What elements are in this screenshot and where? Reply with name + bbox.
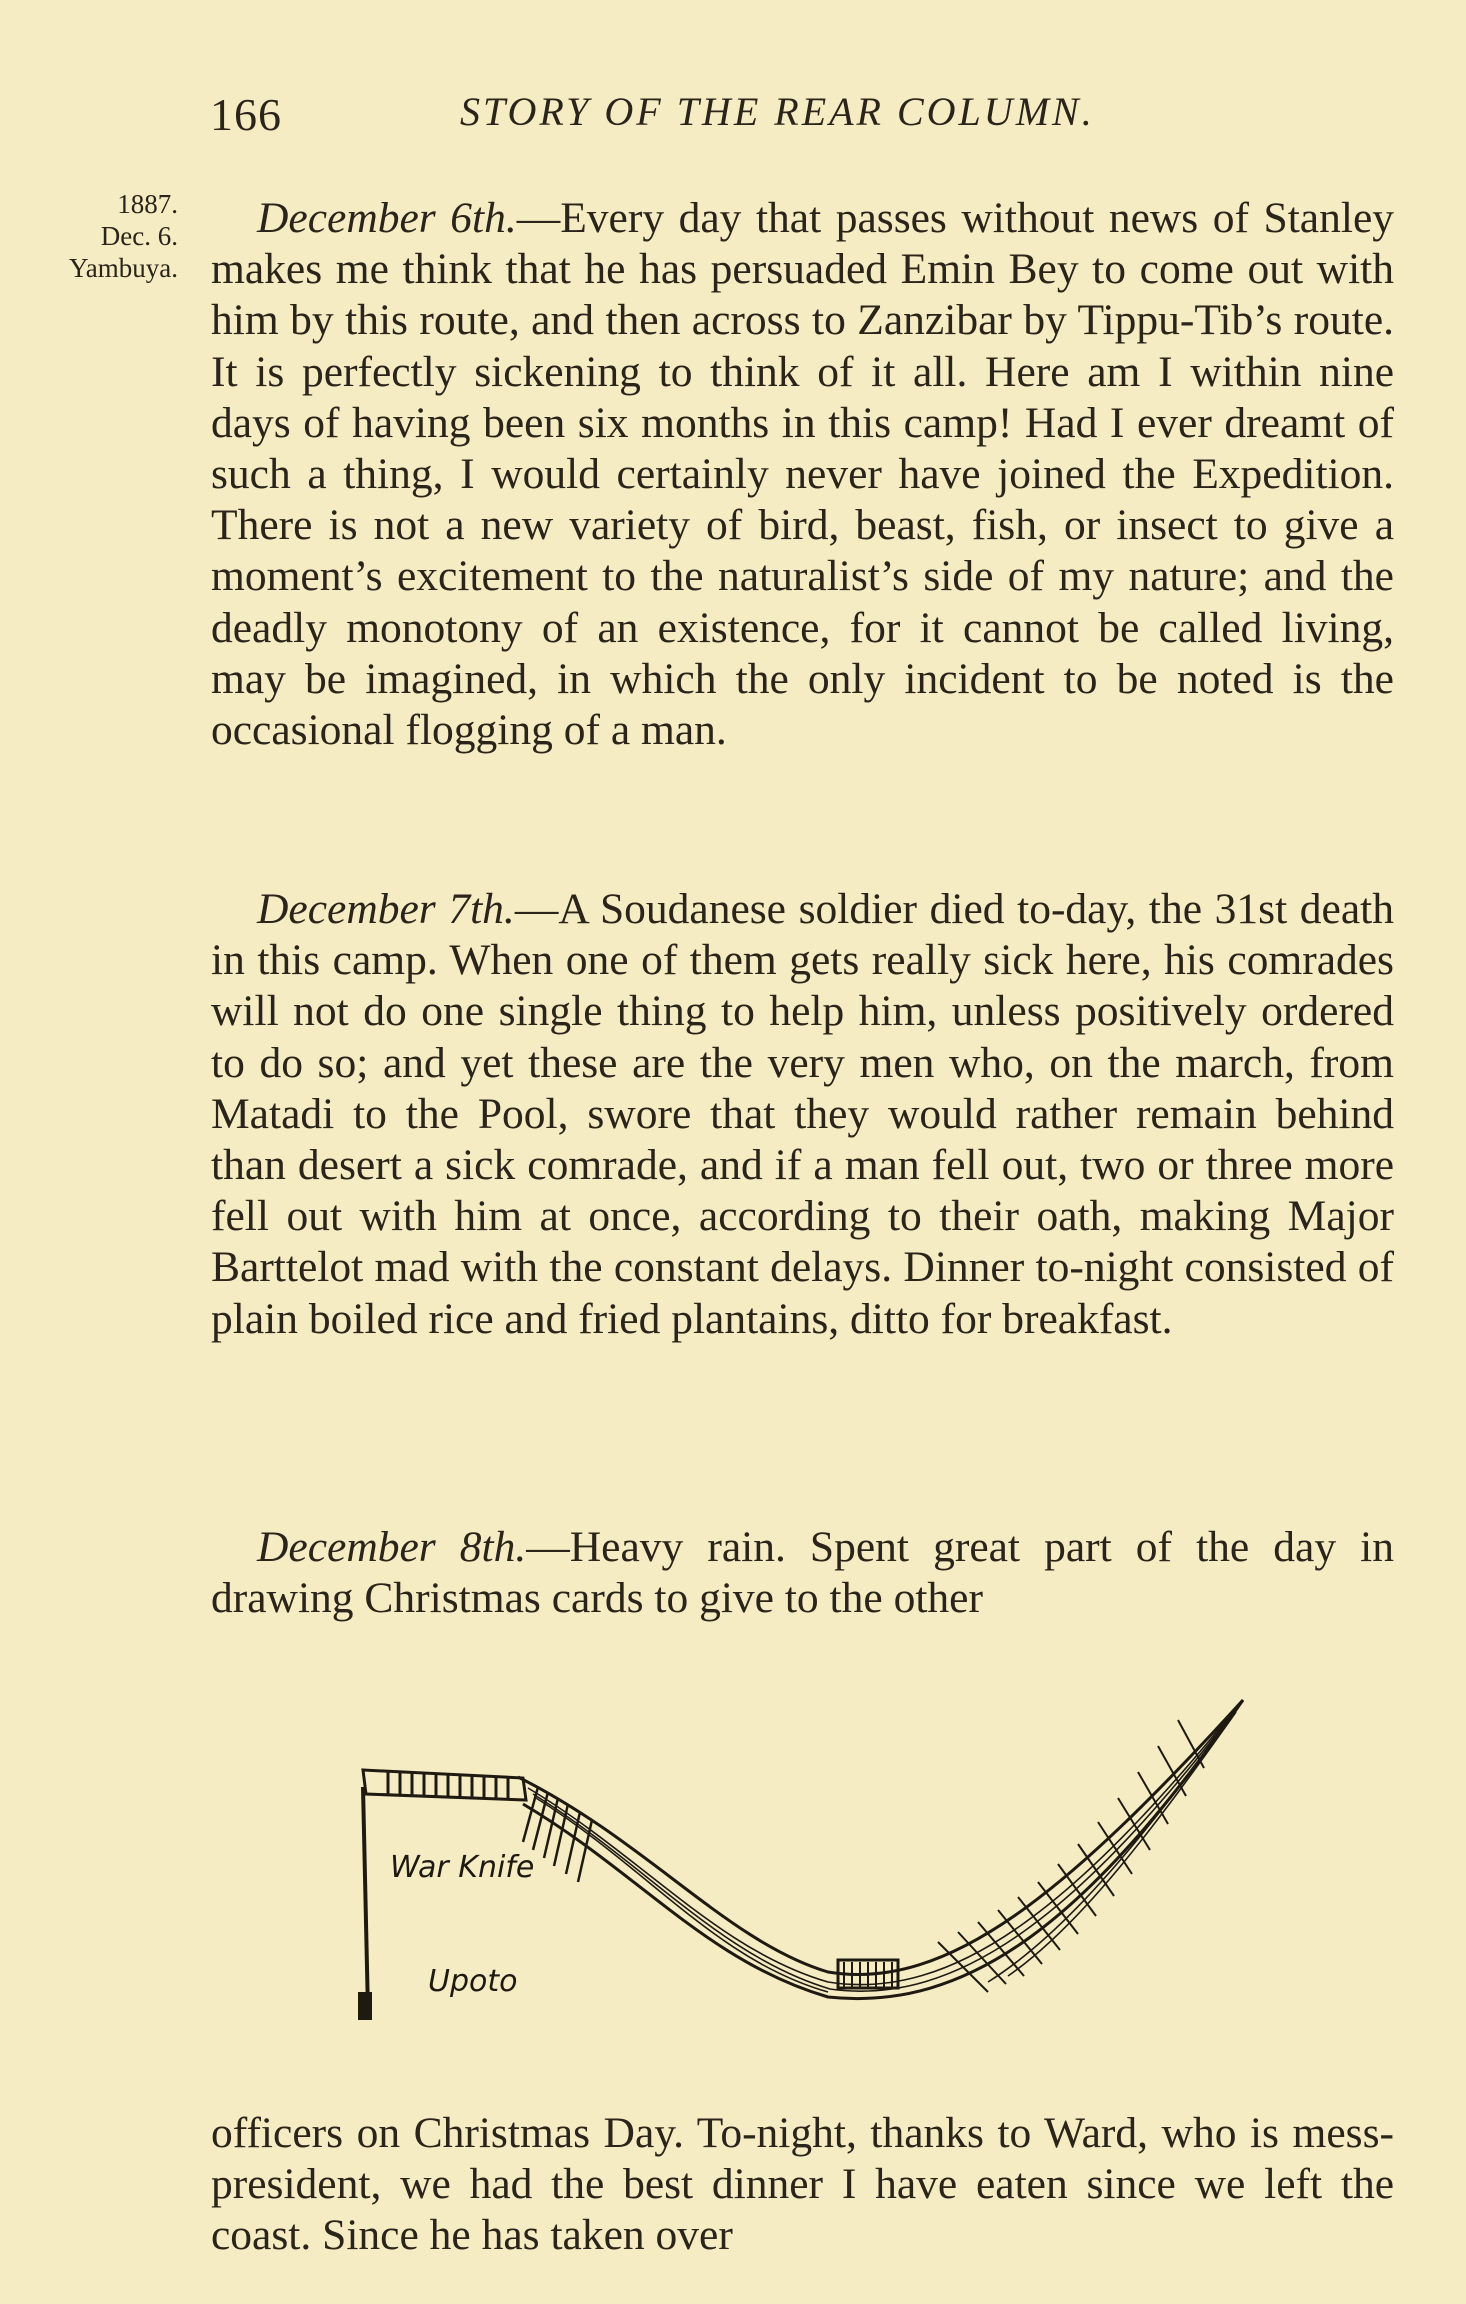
margin-place: Yambuya.	[68, 253, 178, 283]
entry-date: December 7th.	[257, 885, 515, 933]
running-title: STORY OF THE REAR COLUMN.	[460, 89, 1095, 134]
war-knife-illustration	[348, 1692, 1248, 2022]
entry-december-6	[211, 193, 1394, 756]
margin-date: Dec. 6.	[100, 221, 178, 251]
entry-date: December 6th.	[257, 194, 517, 242]
margin-note	[18, 188, 178, 284]
paragraph	[211, 1522, 1394, 1624]
paragraph	[211, 884, 1394, 1345]
continuation-text	[211, 2108, 1394, 2262]
page-header	[210, 88, 1390, 148]
entry-text: —A Soudanese soldier died to-day, the 31st death in this camp. When one of them gets really sick here, his comrades will not do one single thing to help him, unless positively ordered to do so; and yet these are the very men who, on the march, from Matadi to the Pool, swore that they would rather remain behind than desert a sick comrade, and if a man fell out, two or three more fell out with him at once, according to their oath, making Major Barttelot mad with the constant delays. Dinner to-night consisted of plain boiled rice and fried plantains, ditto for breakfast.	[211, 885, 1394, 1343]
paragraph: officers on Christmas Day. To-night, thanks to Ward, who is mess-president, we had the best dinner I have eaten since we left the coast. Since he has taken over	[211, 2109, 1394, 2260]
entry-text: —Every day that passes without news of Stanley makes me think that he has persuaded Emin Bey to come out with him by this route, and then across to Zanzibar by Tippu-Tib’s route. It is perfectly sickening to think of it all. Here am I within nine days of having been six months in this camp! Had I ever dreamt of such a thing, I would certainly never have joined the Expedition. There is not a new variety of bird, beast, fish, or insect to give a moment’s excitement to the naturalist’s side of my nature; and the deadly monotony of an existence, for it cannot be called living, may be imagined, in which the only incident to be noted is the occasional flogging of a man.	[211, 194, 1394, 755]
illustration-label-knife: War Knife	[390, 1850, 535, 1885]
entry-december-8	[211, 1522, 1394, 1624]
paragraph	[211, 193, 1394, 756]
page-number: 166	[210, 89, 282, 140]
margin-year: 1887.	[117, 189, 178, 219]
entry-text: —Heavy rain. Spent great part of the day in drawing Christmas cards to give to the other	[211, 1523, 1394, 1623]
illustration-label-place: Upoto	[428, 1964, 518, 1999]
entry-december-7	[211, 884, 1394, 1345]
entry-date: December 8th.	[257, 1523, 527, 1571]
